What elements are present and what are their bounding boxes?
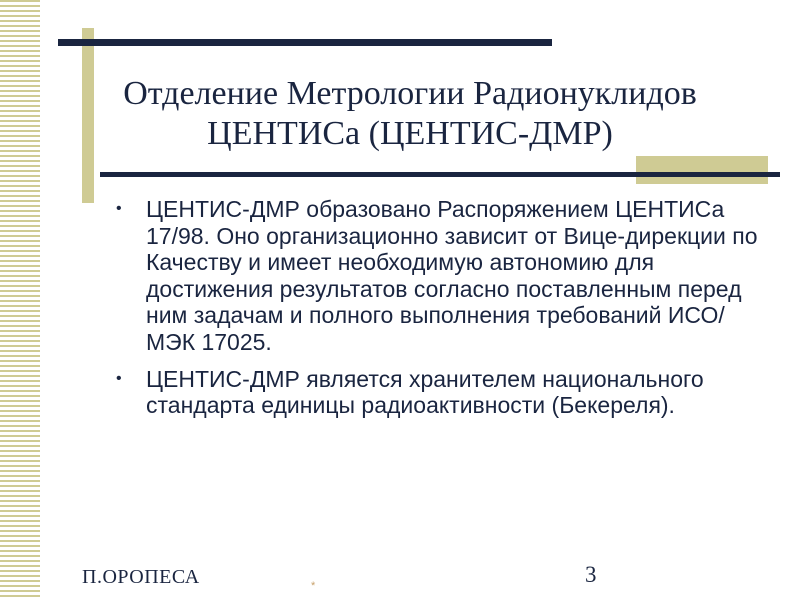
- title-accent-bar-horizontal: [636, 156, 768, 184]
- bullet-text: ЦЕНТИС-ДМР образовано Распоряжением ЦЕНТИСа 17/98. Оно организационно зависит от Вице-дирекции по Качеству и имеет необходимую автономию для достижения результатов согласно поставленным перед ним задачам и полного выполнения требований ИСО/МЭК 17025.: [146, 196, 758, 355]
- footer-mark: *: [311, 580, 316, 592]
- bullet-list: [110, 196, 770, 429]
- bullet-text: ЦЕНТИС-ДМР является хранителем национального стандарта единицы радиоактивности (Бекереля).: [146, 365, 704, 419]
- title-bottom-rule: [100, 172, 780, 177]
- bullet-marker: •: [116, 200, 122, 217]
- slide-title: [60, 74, 760, 154]
- slide-title-line-1: Отделение Метрологии Радионуклидов: [123, 75, 697, 112]
- striped-margin-decoration: [0, 0, 40, 600]
- bullet-marker: •: [116, 369, 122, 387]
- title-top-rule: [58, 39, 552, 46]
- footer-author: П.ОРОПЕСА: [82, 566, 200, 588]
- bullet-item: [110, 366, 770, 419]
- slide-title-line-2: ЦЕНТИСа (ЦЕНТИС-ДМР): [207, 115, 613, 152]
- page-number: 3: [585, 562, 597, 587]
- bullet-item: [110, 196, 770, 356]
